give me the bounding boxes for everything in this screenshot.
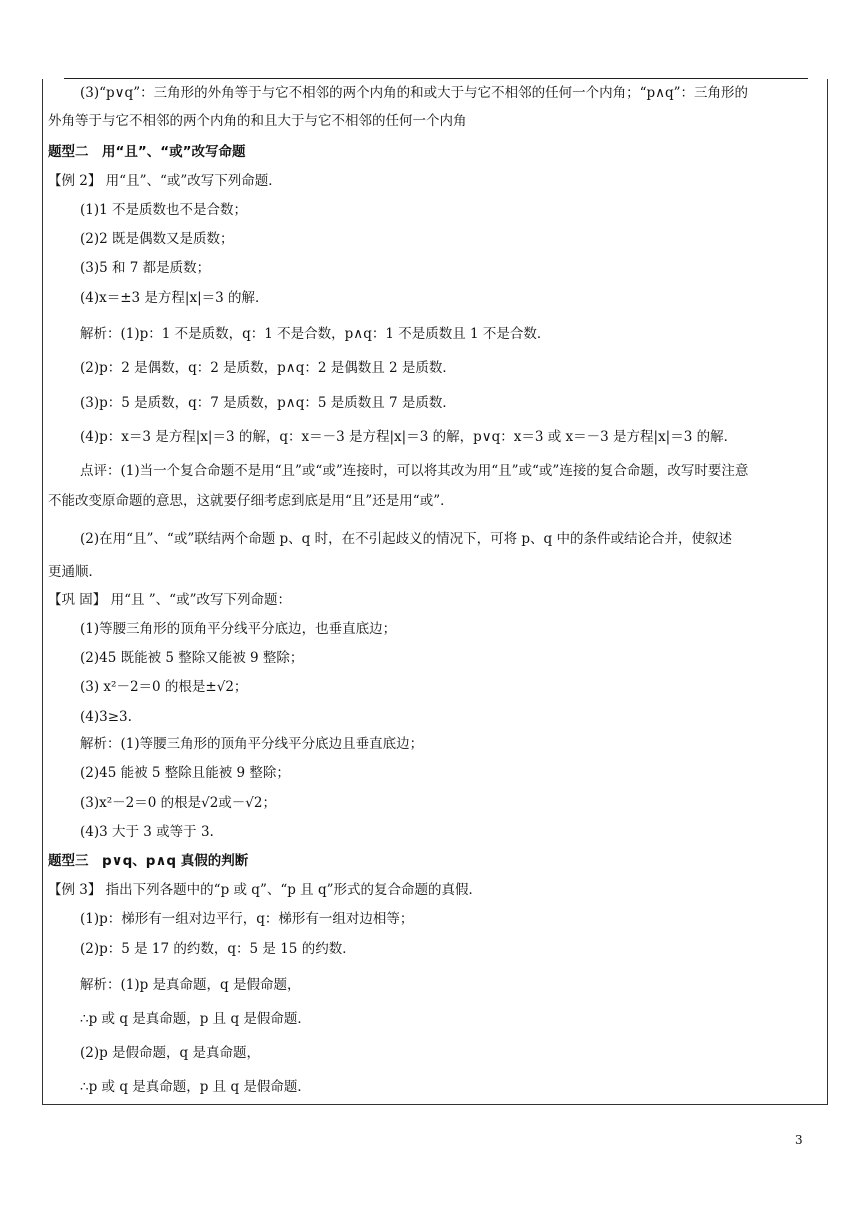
text-line: (1)1 不是质数也不是合数； [80, 202, 248, 218]
text-line: (3)“p∨q”：三角形的外角等于与它不相邻的两个内角的和或大于与它不相邻的任何一个内角；“p∧q”：三角形的 [80, 85, 749, 101]
text-line: (3)p：5 是质数，q：7 是质数，p∧q：5 是质数且 7 是质数． [80, 395, 456, 411]
text-line: (3)x²－2＝0 的根是√2或－√2； [80, 795, 277, 811]
text-line: 【例 3】 指出下列各题中的“p 或 q”、“p 且 q”形式的复合命题的真假． [48, 882, 483, 898]
text-line: (1)p：梯形有一组对边平行，q：梯形有一组对边相等； [80, 911, 414, 927]
section-heading: 题型二 用“且”、“或”改写命题 [48, 144, 246, 160]
text-line: (3) x²－2＝0 的根是±√2； [80, 679, 248, 695]
text-line: (4)x＝±3 是方程|x|＝3 的解． [80, 290, 269, 306]
text-line: 解析：(1)p 是真命题，q 是假命题， [80, 977, 301, 993]
page-number: 3 [795, 1133, 803, 1147]
text-line: 解析：(1)等腰三角形的顶角平分线平分底边且垂直底边； [80, 736, 424, 752]
text-line: 外角等于与它不相邻的两个内角的和且大于与它不相邻的任何一个内角 [48, 113, 467, 129]
text-line: (3)5 和 7 都是质数； [80, 260, 211, 276]
text-line: 更通顺． [48, 564, 102, 580]
text-line: (2)p 是假命题，q 是真命题， [80, 1045, 260, 1061]
text-line: (1)等腰三角形的顶角平分线平分底边，也垂直底边； [80, 621, 397, 637]
text-line: (4)3 大于 3 或等于 3. [80, 824, 214, 840]
text-line: (2)2 既是偶数又是质数； [80, 231, 234, 247]
text-line: 点评：(1)当一个复合命题不是用“且”或“或”连接时，可以将其改为用“且”或“或”连接的复合命题，改写时要注意 [80, 463, 749, 479]
text-line: ∴p 或 q 是真命题，p 且 q 是假命题． [80, 1011, 311, 1027]
text-line: (2)45 既能被 5 整除又能被 9 整除； [80, 650, 304, 666]
text-line: (2)p：5 是 17 的约数，q：5 是 15 的约数． [80, 941, 356, 957]
text-line: 【例 2】 用“且”、“或”改写下列命题． [48, 173, 282, 189]
text-line: (2)45 能被 5 整除且能被 9 整除； [80, 765, 290, 781]
text-line: 解析：(1)p：1 不是质数，q：1 不是合数，p∧q：1 不是质数且 1 不是合数． [80, 326, 551, 342]
text-line: 不能改变原命题的意思，这就要仔细考虑到底是用“且”还是用“或”． [48, 493, 454, 509]
text-line: 【巩 固】 用“且 ”、“或”改写下列命题： [48, 592, 291, 608]
text-line: (2)在用“且”、“或”联结两个命题 p、q 时，在不引起歧义的情况下，可将 p、q 中的条件或结论合并，使叙述 [80, 531, 732, 547]
text-line: (2)p：2 是偶数，q：2 是质数，p∧q：2 是偶数且 2 是质数． [80, 360, 456, 376]
text-line: (4)p：x＝3 是方程|x|＝3 的解，q：x＝－3 是方程|x|＝3 的解，p∨q：x＝3 或 x＝－3 是方程|x|＝3 的解． [80, 429, 738, 445]
text-line: ∴p 或 q 是真命题，p 且 q 是假命题． [80, 1079, 311, 1095]
text-line: (4)3≥3. [80, 709, 132, 725]
section-heading: 题型三 p∨q、p∧q 真假的判断 [48, 853, 249, 869]
